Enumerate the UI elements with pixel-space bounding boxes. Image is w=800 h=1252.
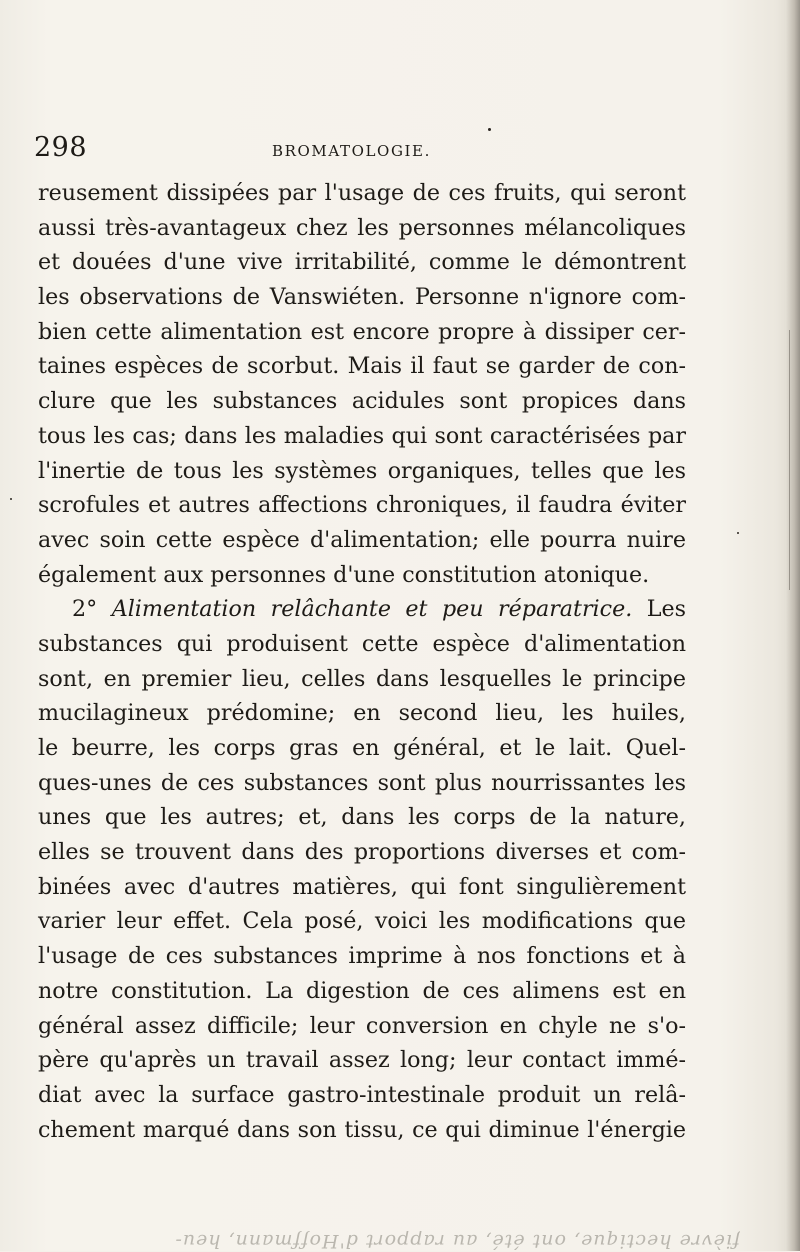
text-line: l'usage de ces substances imprime à nos fonctions et à	[38, 943, 686, 970]
text-line: taines espèces de scorbut. Mais il faut se garder de con-	[38, 353, 686, 380]
text-line: et douées d'une vive irritabilité, comme le démontrent	[38, 249, 686, 276]
page-edge-line	[789, 330, 790, 590]
ink-speck	[488, 128, 491, 131]
text-line: général assez difficile; leur conversion en chyle ne s'o-	[38, 1012, 686, 1039]
text-line: les observations de Vanswiéten. Personne n'ignore com-	[38, 284, 686, 311]
text-line: mucilagineux prédomine; en second lieu, les huiles,	[38, 700, 686, 727]
paragraph-end-line: également aux personnes d'une constitution atonique.	[38, 561, 650, 588]
page-header	[34, 132, 694, 168]
body-text	[38, 176, 686, 1147]
text-line: sont, en premier lieu, celles dans lesquelles le principe	[38, 665, 686, 692]
text-line: diat avec la surface gastro-intestinale produit un relâ-	[38, 1081, 686, 1108]
text-line: binées avec d'autres matières, qui font singulièrement	[38, 873, 686, 900]
text-line: notre constitution. La digestion de ces alimens est en	[38, 977, 686, 1004]
page-edge-shadow	[786, 0, 800, 1251]
ink-speck	[10, 498, 12, 500]
section-heading: Alimentation relâchante et peu réparatrice.	[111, 596, 633, 623]
running-head: BROMATOLOGIE.	[272, 142, 431, 160]
show-through-text: fièvre hectique, ont été, au rapport d'Hoffmann, heu-	[174, 1230, 740, 1252]
text-line: tous les cas; dans les maladies qui sont caractérisées par	[38, 422, 686, 449]
text-line: substances qui produisent cette espèce d'alimentation	[38, 630, 686, 657]
text-line: l'inertie de tous les systèmes organiques, telles que les	[38, 457, 686, 484]
text-line: ques-unes de ces substances sont plus nourrissantes les	[38, 769, 686, 796]
text-line: père qu'après un travail assez long; leur contact immé-	[38, 1047, 686, 1074]
text-line: chement marqué dans son tissu, ce qui diminue l'énergie	[38, 1116, 686, 1143]
page-number: 298	[34, 132, 88, 163]
ink-speck	[737, 532, 739, 534]
text-line: le beurre, les corps gras en général, et le lait. Quel-	[38, 735, 686, 761]
section-heading-line	[38, 592, 686, 627]
section-heading-continuation: Les	[646, 596, 686, 623]
section-number: 2°	[72, 596, 98, 623]
text-line: scrofules et autres affections chroniques, il faudra éviter	[38, 492, 686, 519]
text-line: elles se trouvent dans des proportions diverses et com-	[38, 839, 686, 866]
text-line: reusement dissipées par l'usage de ces fruits, qui seront	[38, 180, 686, 206]
text-line: avec soin cette espèce d'alimentation; elle pourra nuire	[38, 526, 686, 553]
text-line: aussi très-avantageux chez les personnes mélancoliques	[38, 214, 686, 241]
text-line: bien cette alimentation est encore propre à dissiper cer-	[38, 318, 686, 345]
text-line: clure que les substances acidules sont propices dans	[38, 388, 686, 415]
text-line: unes que les autres; et, dans les corps de la nature,	[38, 804, 686, 831]
text-line: varier leur effet. Cela posé, voici les modifications que	[38, 908, 686, 935]
